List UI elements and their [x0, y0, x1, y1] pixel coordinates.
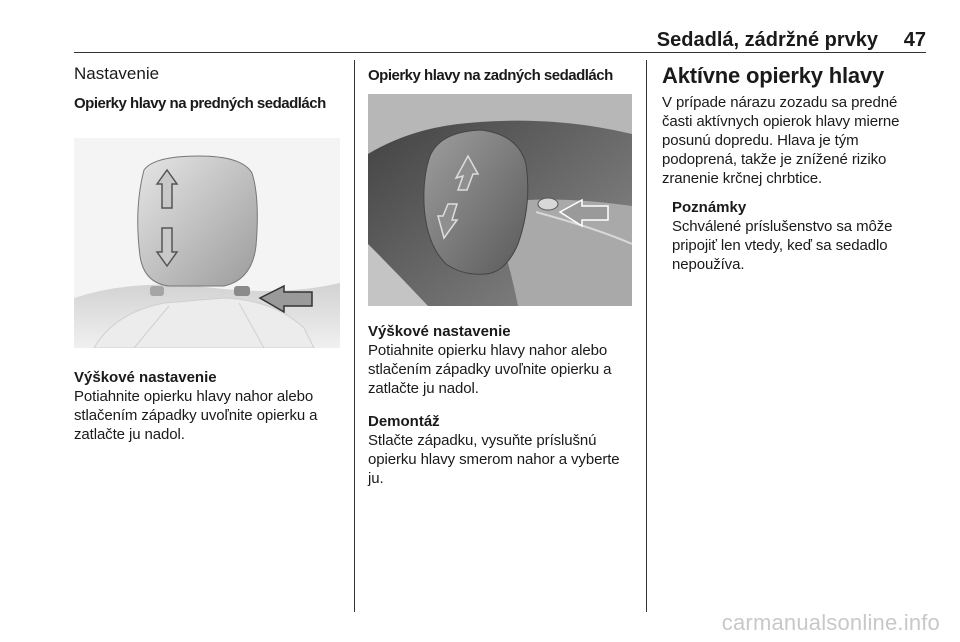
removal-title: Demontáž [368, 413, 440, 430]
subsection-title-front: Opierky hlavy na predných sedadlách [74, 95, 326, 112]
rear-headrest-drawing [368, 94, 632, 306]
column-active-headrests [662, 62, 926, 274]
caption-text-height-adjustment-rear: Potiahnite opierku hlavy nahor alebo stlačením západky uvoľnite opierku a zatlačte ju nadol. [368, 342, 612, 397]
caption-text-height-adjustment: Potiahnite opierku hlavy nahor alebo stlačením západky uvoľnite opierku a zatlačte ju nadol. [74, 388, 318, 443]
watermark: carmanualsonline.info [721, 610, 940, 635]
header-divider [74, 52, 926, 53]
caption-title-height-adjustment-rear: Výškové nastavenie [368, 323, 511, 340]
rear-headrest-illustration [368, 94, 632, 306]
subsection-title-rear: Opierky hlavy na zadných sedadlách [368, 67, 613, 84]
page-number: 47 [903, 29, 926, 51]
column-divider-2 [646, 60, 647, 612]
section-title-active-headrests: Aktívne opierky hlavy [662, 63, 885, 88]
active-headrests-body: V prípade nárazu zozadu sa predné časti aktívnych opierok hlavy mierne posunú dopredu. Hlava je tým podoprená, takže je znížené riziko zranenie krčnej chrbtice. [662, 94, 900, 187]
front-headrest-illustration [74, 138, 340, 348]
column-divider-1 [354, 60, 355, 612]
note-text: Schválené príslušenstvo sa môže pripojiť len vtedy, keď sa sedadlo nepoužíva. [672, 218, 893, 273]
section-title-adjustment: Nastavenie [74, 64, 160, 83]
column-rear-headrests [368, 62, 634, 488]
front-headrest-drawing [74, 138, 340, 348]
removal-text: Stlačte západku, vysuňte príslušnú opierku hlavy smerom nahor a vyberte ju. [368, 432, 620, 487]
page-header-title: Sedadlá, zádržné prvky [656, 29, 878, 51]
column-front-headrests [74, 62, 342, 444]
note-title: Poznámky [672, 199, 747, 216]
caption-title-height-adjustment: Výškové nastavenie [74, 369, 217, 386]
note-box [672, 198, 926, 274]
